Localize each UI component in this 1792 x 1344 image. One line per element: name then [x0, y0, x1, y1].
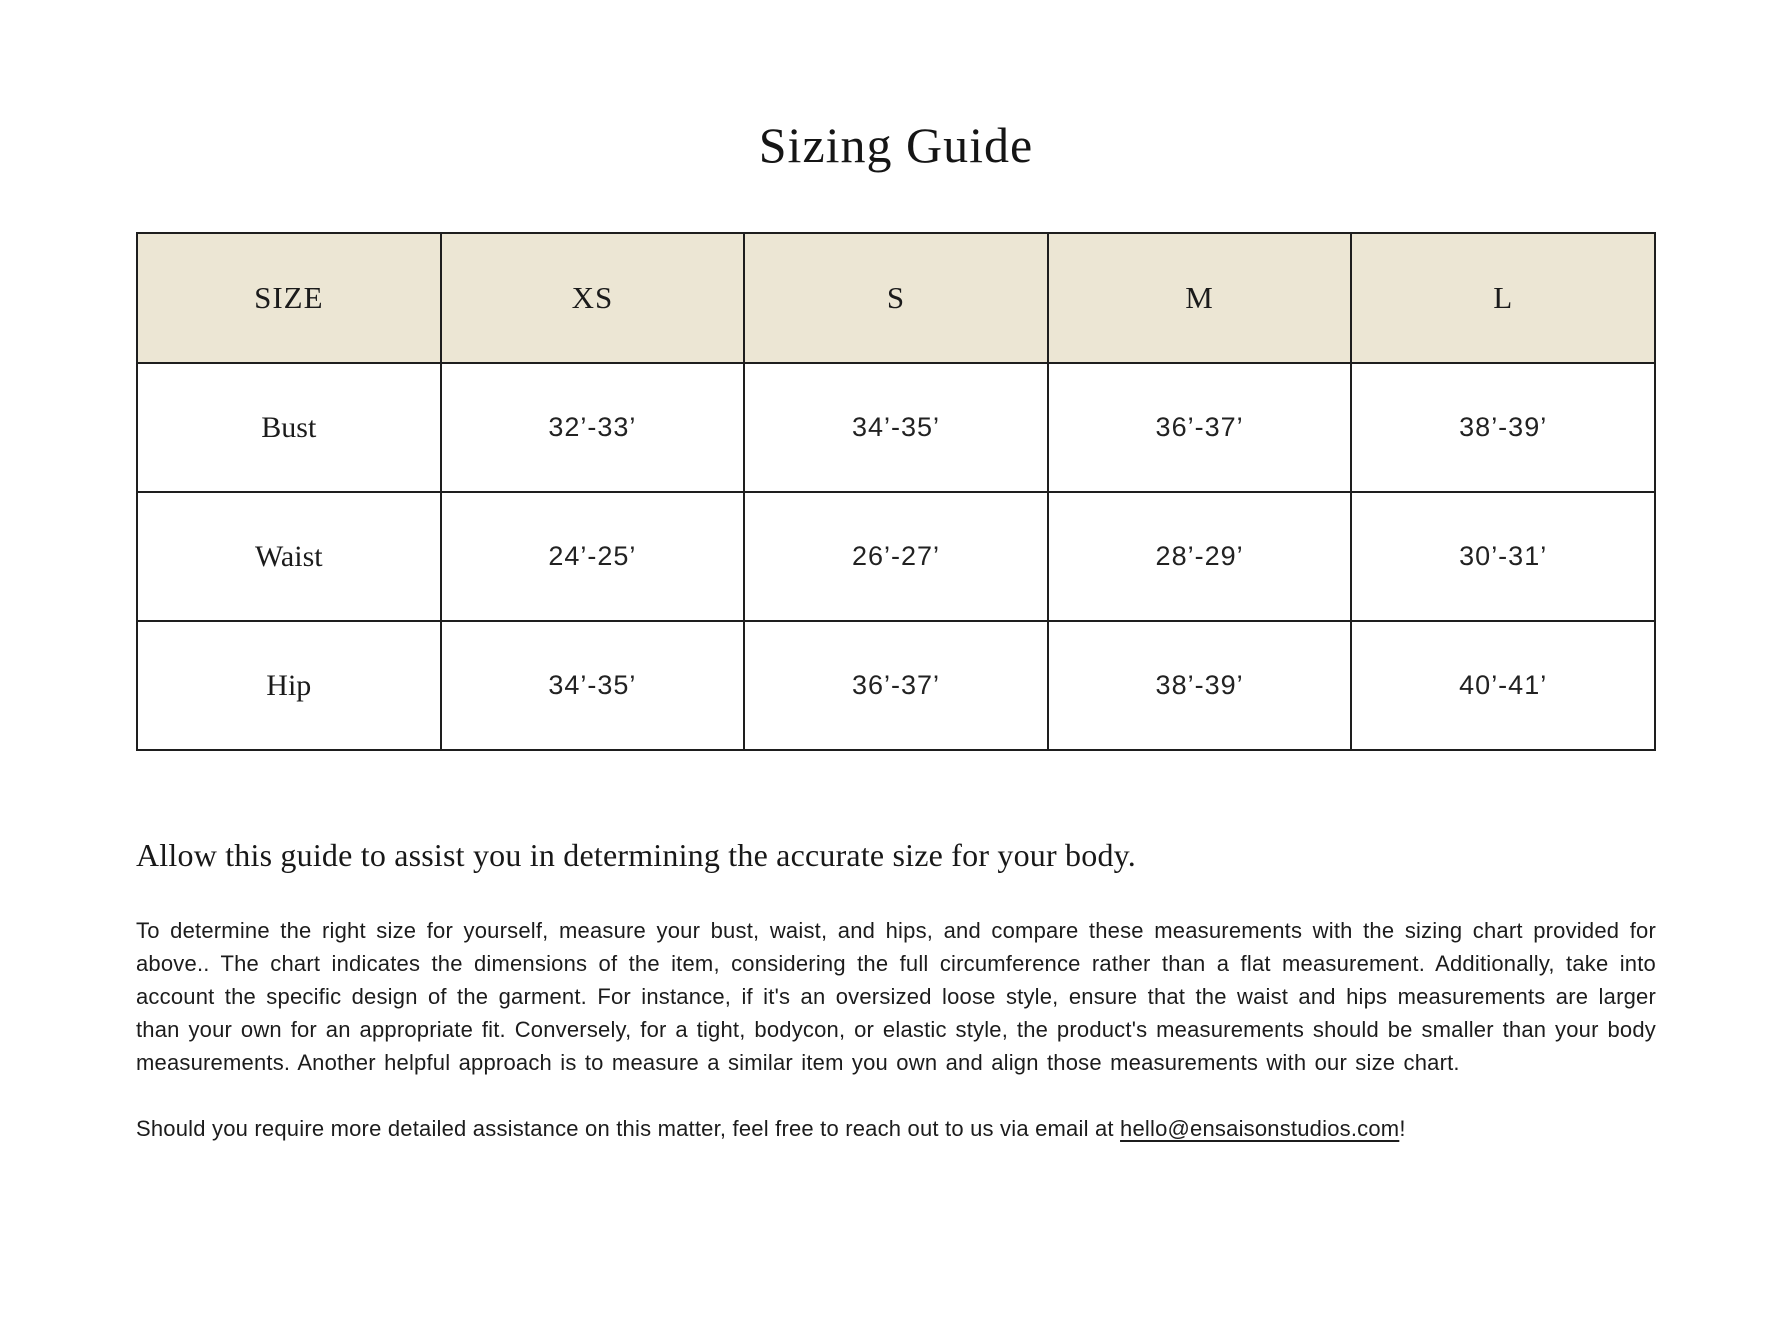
- guide-paragraph: To determine the right size for yourself, measure your bust, waist, and hips, and compare these measurements with the sizing chart provided for above.. The chart indicates the dimensions of the item, considering the full circumference rather than a flat measurement. Additionally, take into account the specific design of the garment. For instance, if it's an oversized loose style, ensure that the waist and hips measurements are larger than your own for an appropriate fit. Conversely, for a tight, bodycon, or elastic style, the product's measurements should be smaller than your body measurements. Another helpful approach is to measure a similar item you own and align those measurements with our size chart.: [136, 918, 1656, 1075]
- header-cell-size: SIZE: [137, 233, 441, 363]
- cell-hip-xs: 34’-35’: [441, 621, 745, 750]
- cell-bust-m: 36’-37’: [1048, 363, 1352, 492]
- cell-hip-l: 40’-41’: [1351, 621, 1655, 750]
- table-row-waist: [137, 492, 1655, 621]
- cell-bust-xs: 32’-33’: [441, 363, 745, 492]
- cell-hip-s: 36’-37’: [744, 621, 1048, 750]
- contact-text-suffix: !: [1399, 1116, 1406, 1141]
- contact-text-prefix: Should you require more detailed assistance on this matter, feel free to reach out to us via email at: [136, 1116, 1121, 1141]
- guide-subtitle: Allow this guide to assist you in determining the accurate size for your body.: [136, 837, 1136, 873]
- cell-waist-l: 30’-31’: [1351, 492, 1655, 621]
- guide-text-section: [136, 837, 1656, 1145]
- cell-waist-xs: 24’-25’: [441, 492, 745, 621]
- cell-bust-s: 34’-35’: [744, 363, 1048, 492]
- row-label-waist: Waist: [137, 492, 441, 621]
- header-cell-l: L: [1351, 233, 1655, 363]
- page-title: Sizing Guide: [758, 117, 1034, 173]
- table-header-row: [137, 233, 1655, 363]
- sizing-table: [136, 232, 1656, 751]
- cell-bust-l: 38’-39’: [1351, 363, 1655, 492]
- contact-line: [136, 1112, 1656, 1145]
- cell-waist-s: 26’-27’: [744, 492, 1048, 621]
- table-row-hip: [137, 621, 1655, 750]
- cell-hip-m: 38’-39’: [1048, 621, 1352, 750]
- cell-waist-m: 28’-29’: [1048, 492, 1352, 621]
- header-cell-xs: XS: [441, 233, 745, 363]
- row-label-bust: Bust: [137, 363, 441, 492]
- table-row-bust: [137, 363, 1655, 492]
- header-cell-m: M: [1048, 233, 1352, 363]
- header-cell-s: S: [744, 233, 1048, 363]
- row-label-hip: Hip: [137, 621, 441, 750]
- contact-email-link[interactable]: hello@ensaisonstudios.com: [1120, 1116, 1400, 1141]
